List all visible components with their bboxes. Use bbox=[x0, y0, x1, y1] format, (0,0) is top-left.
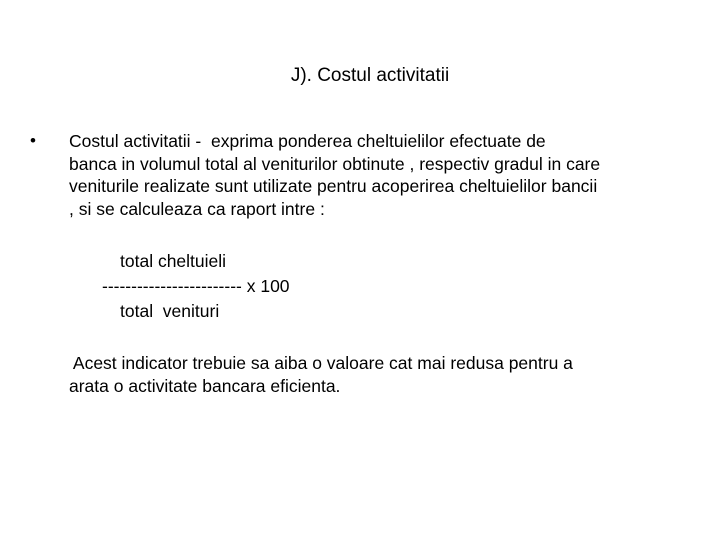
bullet-line-2: banca in volumul total al veniturilor obtinute , respectiv gradul in care bbox=[69, 153, 601, 174]
bullet-line-1 bbox=[69, 130, 689, 153]
bullet-line-3: veniturile realizate sunt utilizate pentru acoperirea cheltuielilor bancii bbox=[69, 176, 598, 196]
cost-formula bbox=[102, 249, 290, 324]
bullet-line-4: , si se calculeaza ca raport intre : bbox=[69, 198, 325, 219]
formula-denominator: total venituri bbox=[120, 301, 220, 321]
bullet-definition-start: exprima ponderea cheltuielilor efectuate de bbox=[211, 131, 546, 151]
conclusion-paragraph bbox=[69, 352, 679, 398]
bullet-text bbox=[69, 130, 689, 220]
formula-fraction-line: ------------------------ x 100 bbox=[102, 276, 290, 296]
slide-title: J). Costul activitatii bbox=[290, 65, 450, 86]
conclusion-line-2: arata o activitate bancara eficienta. bbox=[69, 376, 341, 396]
bullet-term: Costul activitatii - bbox=[69, 131, 207, 151]
formula-numerator: total cheltuieli bbox=[120, 251, 227, 271]
bullet-icon: • bbox=[30, 131, 36, 150]
conclusion-line-1: Acest indicator trebuie sa aiba o valoare cat mai redusa pentru a bbox=[69, 353, 573, 373]
